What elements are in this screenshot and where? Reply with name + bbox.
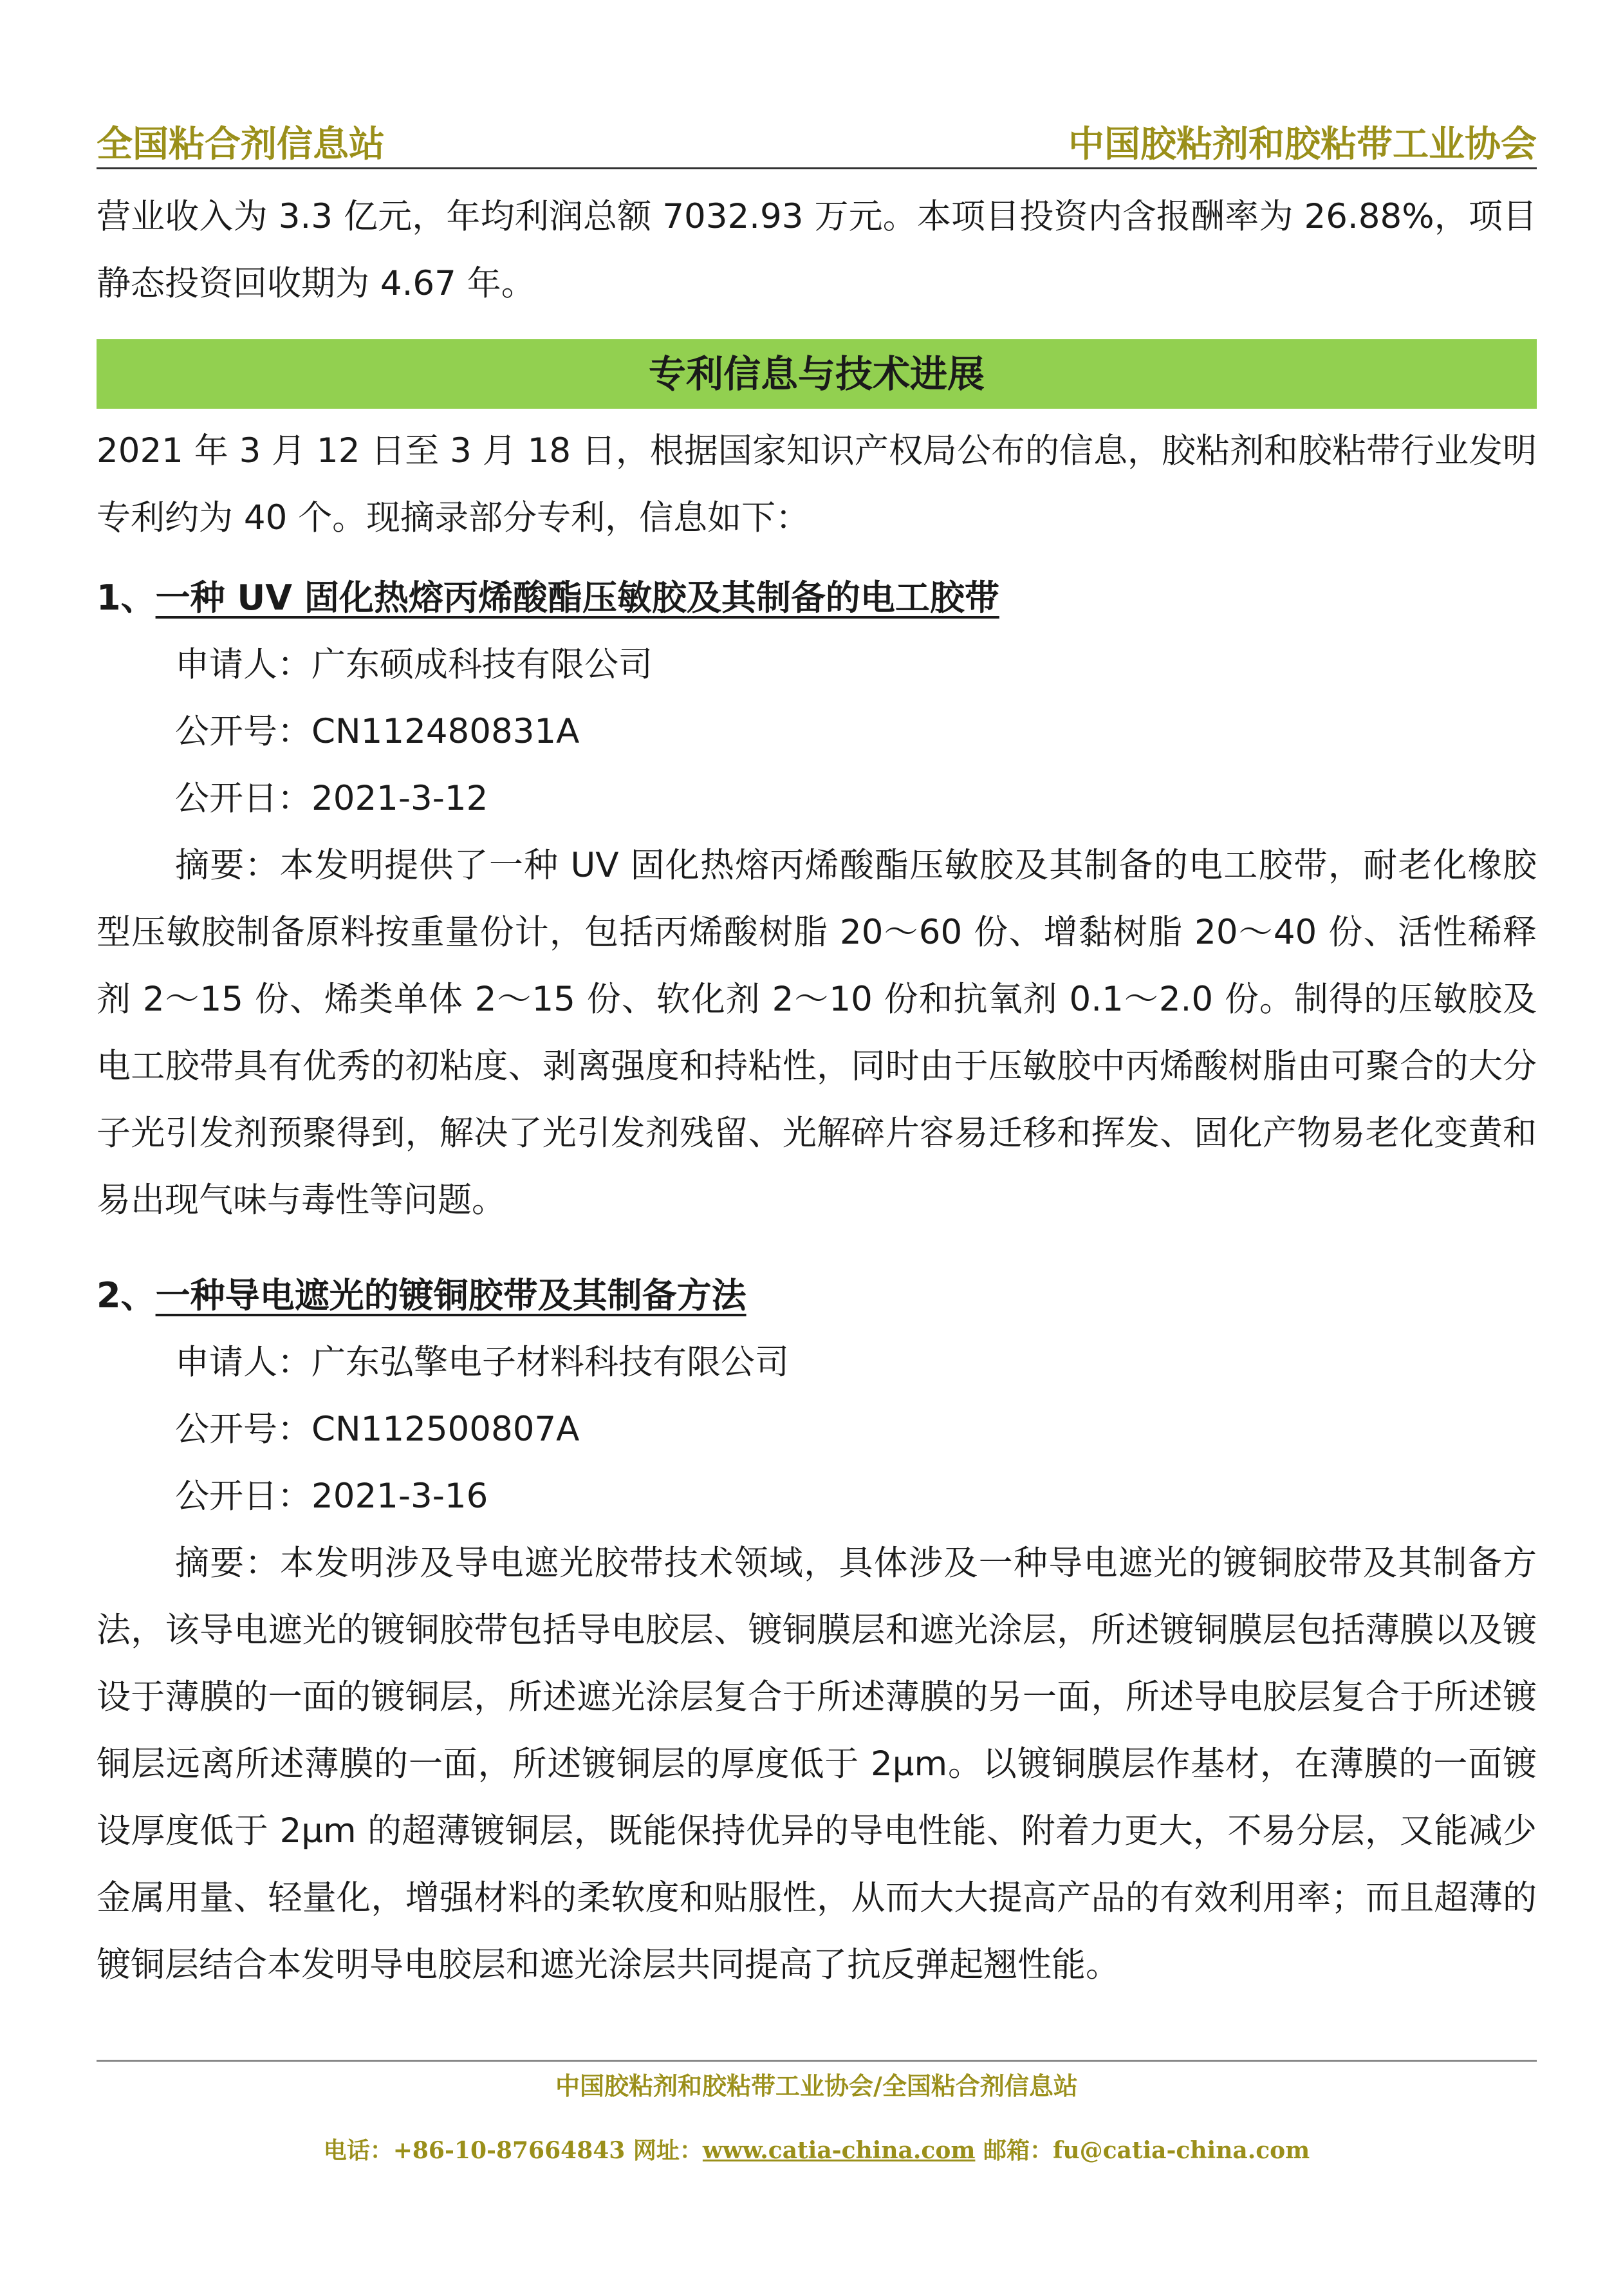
patent-title [97,565,1537,631]
footer-phone: 电话：+86-10-87664843 网址： [323,2137,703,2164]
patent-applicant: 申请人：广东硕成科技有限公司 [175,645,653,684]
patent-number: 1、 [97,577,156,618]
patent-abstract: 摘要：本发明涉及导电遮光胶带技术领域，具体涉及一种导电遮光的镀铜胶带及其制备方法，该导电遮光的镀铜胶带包括导电胶层、镀铜膜层和遮光涂层，所述镀铜膜层包括薄膜以及镀设于薄膜的一面的镀铜层，所述遮光涂层复合于所述薄膜的另一面，所述导电胶层复合于所述镀铜层远离所述薄膜的一面，所述镀铜层的厚度低于 2μm。以镀铜膜层作基材，在薄膜的一面镀设厚度低于 2μm 的超薄镀铜层，既能保持优异的导电性能、附着力更大，不易分层，又能减少金属用量、轻量化，增强材料的柔软度和贴服性，从而大大提高产品的有效利用率；而且超薄的镀铜层结合本发明导电胶层和遮光涂层共同提高了抗反弹起翘性能。 [97,1544,1537,1984]
patent-number: 2、 [97,1275,156,1316]
intro-paragraph: 营业收入为 3.3 亿元，年均利润总额 7032.93 万元。本项目投资内含报酬率为 26.88%，项目静态投资回收期为 4.67 年。 [97,197,1537,303]
patent-title-text: 一种 UV 固化热熔丙烯酸酯压敏胶及其制备的电工胶带 [155,577,999,618]
patent-title-text: 一种导电遮光的镀铜胶带及其制备方法 [155,1275,747,1316]
footer-website-link[interactable]: www.catia-china.com [702,2137,976,2164]
patent-entry-1 [97,565,1537,1234]
patent-publication-date: 公开日：2021-3-12 [175,779,488,818]
patent-publication-number: 公开号：CN112500807A [175,1410,580,1449]
patent-publication-date: 公开日：2021-3-16 [175,1477,488,1516]
footer-contact [97,2131,1537,2170]
section-title-bar: 专利信息与技术进展 [97,339,1537,409]
patent-publication-number: 公开号：CN112480831A [175,712,580,751]
header-site-name: 全国粘合剂信息站 [97,123,385,165]
patent-title [97,1262,1537,1329]
patent-entry-2 [97,1262,1537,1999]
page-header [97,109,1537,169]
page-content [97,183,1537,1999]
header-association-name: 中国胶粘剂和胶粘带工业协会 [1068,123,1537,165]
section-intro: 2021 年 3 月 12 日至 3 月 18 日，根据国家知识产权局公布的信息，胶粘剂和胶粘带行业发明专利约为 40 个。现摘录部分专利，信息如下： [97,431,1537,537]
patent-abstract: 摘要：本发明提供了一种 UV 固化热熔丙烯酸酯压敏胶及其制备的电工胶带，耐老化橡胶型压敏胶制备原料按重量份计，包括丙烯酸树脂 20～60 份、增黏树脂 20～40 份、活性稀释剂 2～15 份、烯类单体 2～15 份、软化剂 2～10 份和抗氧剂 0.1～2.0 份。制得的压敏胶及电工胶带具有优秀的初粘度、剥离强度和持粘性，同时由于压敏胶中丙烯酸树脂由可聚合的大分子光引发剂预聚得到，解决了光引发剂残留、光解碎片容易迁移和挥发、固化产物易老化变黄和易出现气味与毒性等问题。 [97,846,1537,1220]
footer-organization: 中国胶粘剂和胶粘带工业协会/全国粘合剂信息站 [555,2071,1078,2100]
footer-email: 邮箱：fu@catia-china.com [975,2137,1310,2164]
page-footer [97,2060,1537,2170]
patent-applicant: 申请人：广东弘擎电子材料科技有限公司 [175,1343,789,1382]
